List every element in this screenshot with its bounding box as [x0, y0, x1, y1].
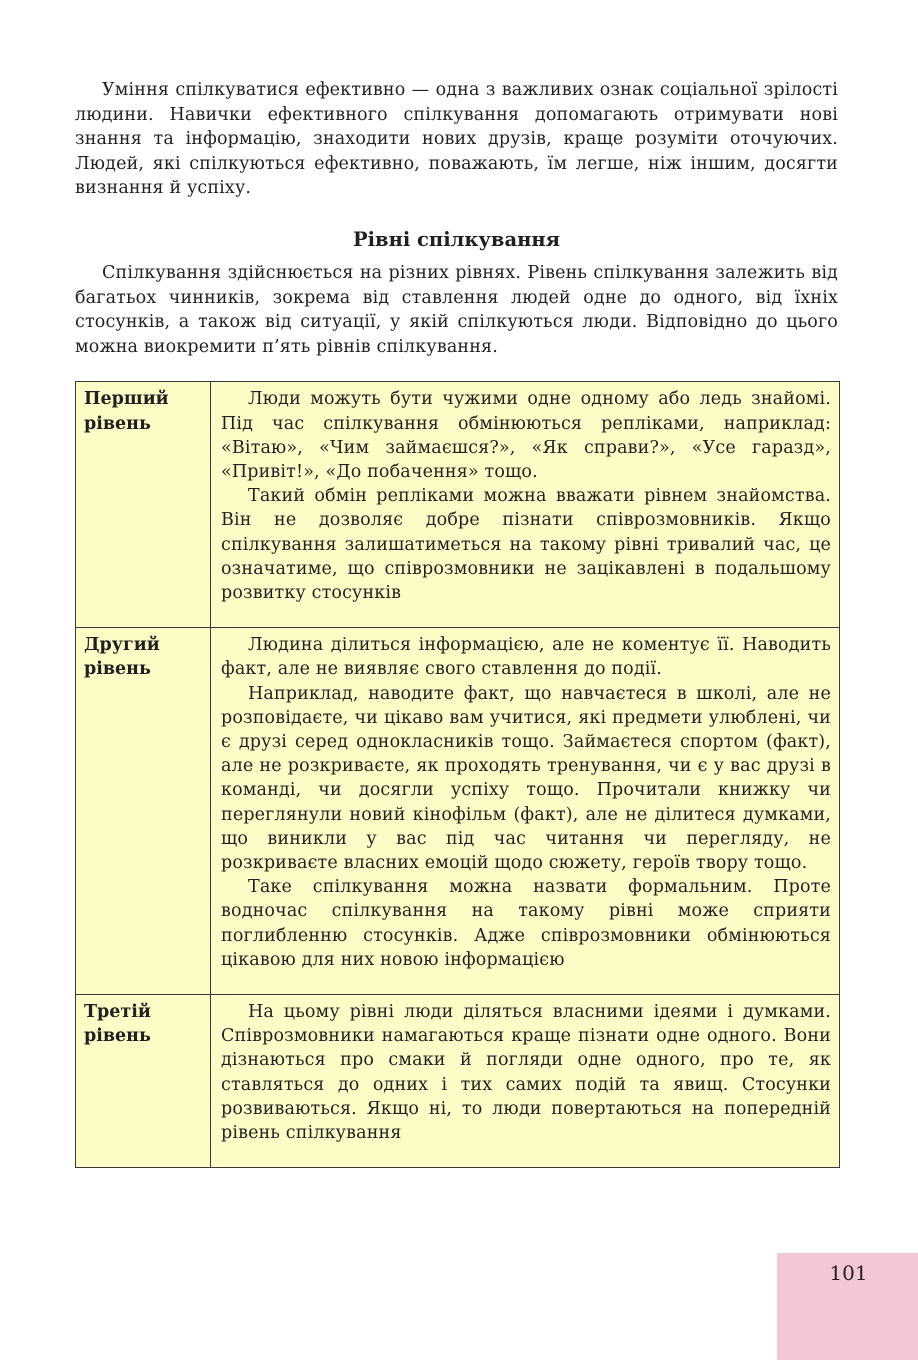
section-title: Рівні спілкування	[352, 227, 561, 251]
level-paragraph: Таке спілкування можна назвати формальним. Проте водночас спілкування на такому рівні може сприяти поглибленню стосунків. Адже співрозмовники обмінюються цікавою для них новою інформацією	[221, 877, 831, 970]
section-intro-paragraph: Спілкування здійснюється на різних рівнях. Рівень спілкування залежить від багатьох чинників, зокрема від ставлення людей одне до одного, від їхніх стосунків, а також від ситуації, у якій спілкуються люди. Відповідно до цього можна виокремити п’ять рівнів спілкування.	[75, 262, 838, 357]
level-name: рівень	[84, 659, 151, 680]
level-name: Перший	[84, 389, 169, 410]
page-number-tab	[777, 1253, 918, 1360]
level-name: Другий	[84, 635, 160, 656]
table-row	[76, 628, 840, 995]
levels-table	[75, 381, 840, 1168]
level-name-cell	[76, 382, 211, 628]
level-paragraph: Наприклад, наводите факт, що навчаєтеся в школі, але не розповідаєте, чи цікаво вам учитися, які предмети улюблені, чи є друзі серед однокласників тощо. Займаєтеся спортом (факт), але не розкриваєте, як проходять тренування, чи є у вас друзі в команді, чи досягли успіху тощо. Прочитали книжку чи переглянули новий кінофільм (факт), але не ділитеся думками, що виникли у вас під час читання чи перегляду, не розкриваєте власних емоцій щодо сюжету, героїв твору тощо.	[221, 683, 831, 873]
level-description-cell	[211, 995, 840, 1168]
level-name: Третій	[84, 1002, 151, 1023]
level-name: рівень	[84, 413, 151, 434]
page-content	[75, 78, 838, 1168]
level-paragraph: На цьому рівні люди діляться власними ідеями і думками. Співрозмовники намагаються краще пізнати одне одного. Вони дізнаються про смаки й погляди одне одного, про те, як ставляться до одних і тих самих подій та явищ. Стосунки розвиваються. Якщо ні, то люди повертаються на попередній рівень спілкування	[221, 1002, 831, 1144]
level-paragraph: Такий обмін репліками можна вважати рівнем знайомства. Він не дозволяє добре пізнати співрозмовників. Якщо спілкування залишатиметься на такому рівні тривалий час, це означатиме, що співрозмовники не зацікавлені в подальшому розвитку стосунків	[221, 486, 831, 603]
table-row	[76, 995, 840, 1168]
level-description-cell	[211, 382, 840, 628]
level-paragraph: Люди можуть бути чужими одне одному або ледь знайомі. Під час спілкування обмінюються репліками, наприклад: «Вітаю», «Чим займаєшся?», «Як справи?», «Усе гаразд», «Привіт!», «До побачення» тощо.	[221, 389, 831, 482]
level-name-cell	[76, 995, 211, 1168]
level-name: рівень	[84, 1026, 151, 1047]
level-paragraph: Людина ділиться інформацією, але не коментує її. Наводить факт, але не виявляє свого ставлення до події.	[221, 635, 831, 680]
level-description-cell	[211, 628, 840, 995]
page-number: 101	[829, 1261, 868, 1285]
intro-paragraph: Уміння спілкуватися ефективно — одна з важливих ознак соціальної зрілості людини. Навички ефективного спілкування допомагають отримувати нові знання та інформацію, знаходити нових друзів, краще розуміти оточуючих. Людей, які спілкуються ефективно, поважають, їм легше, ніж іншим, досягти визнання й успіху.	[75, 80, 838, 199]
table-row	[76, 382, 840, 628]
level-name-cell	[76, 628, 211, 995]
